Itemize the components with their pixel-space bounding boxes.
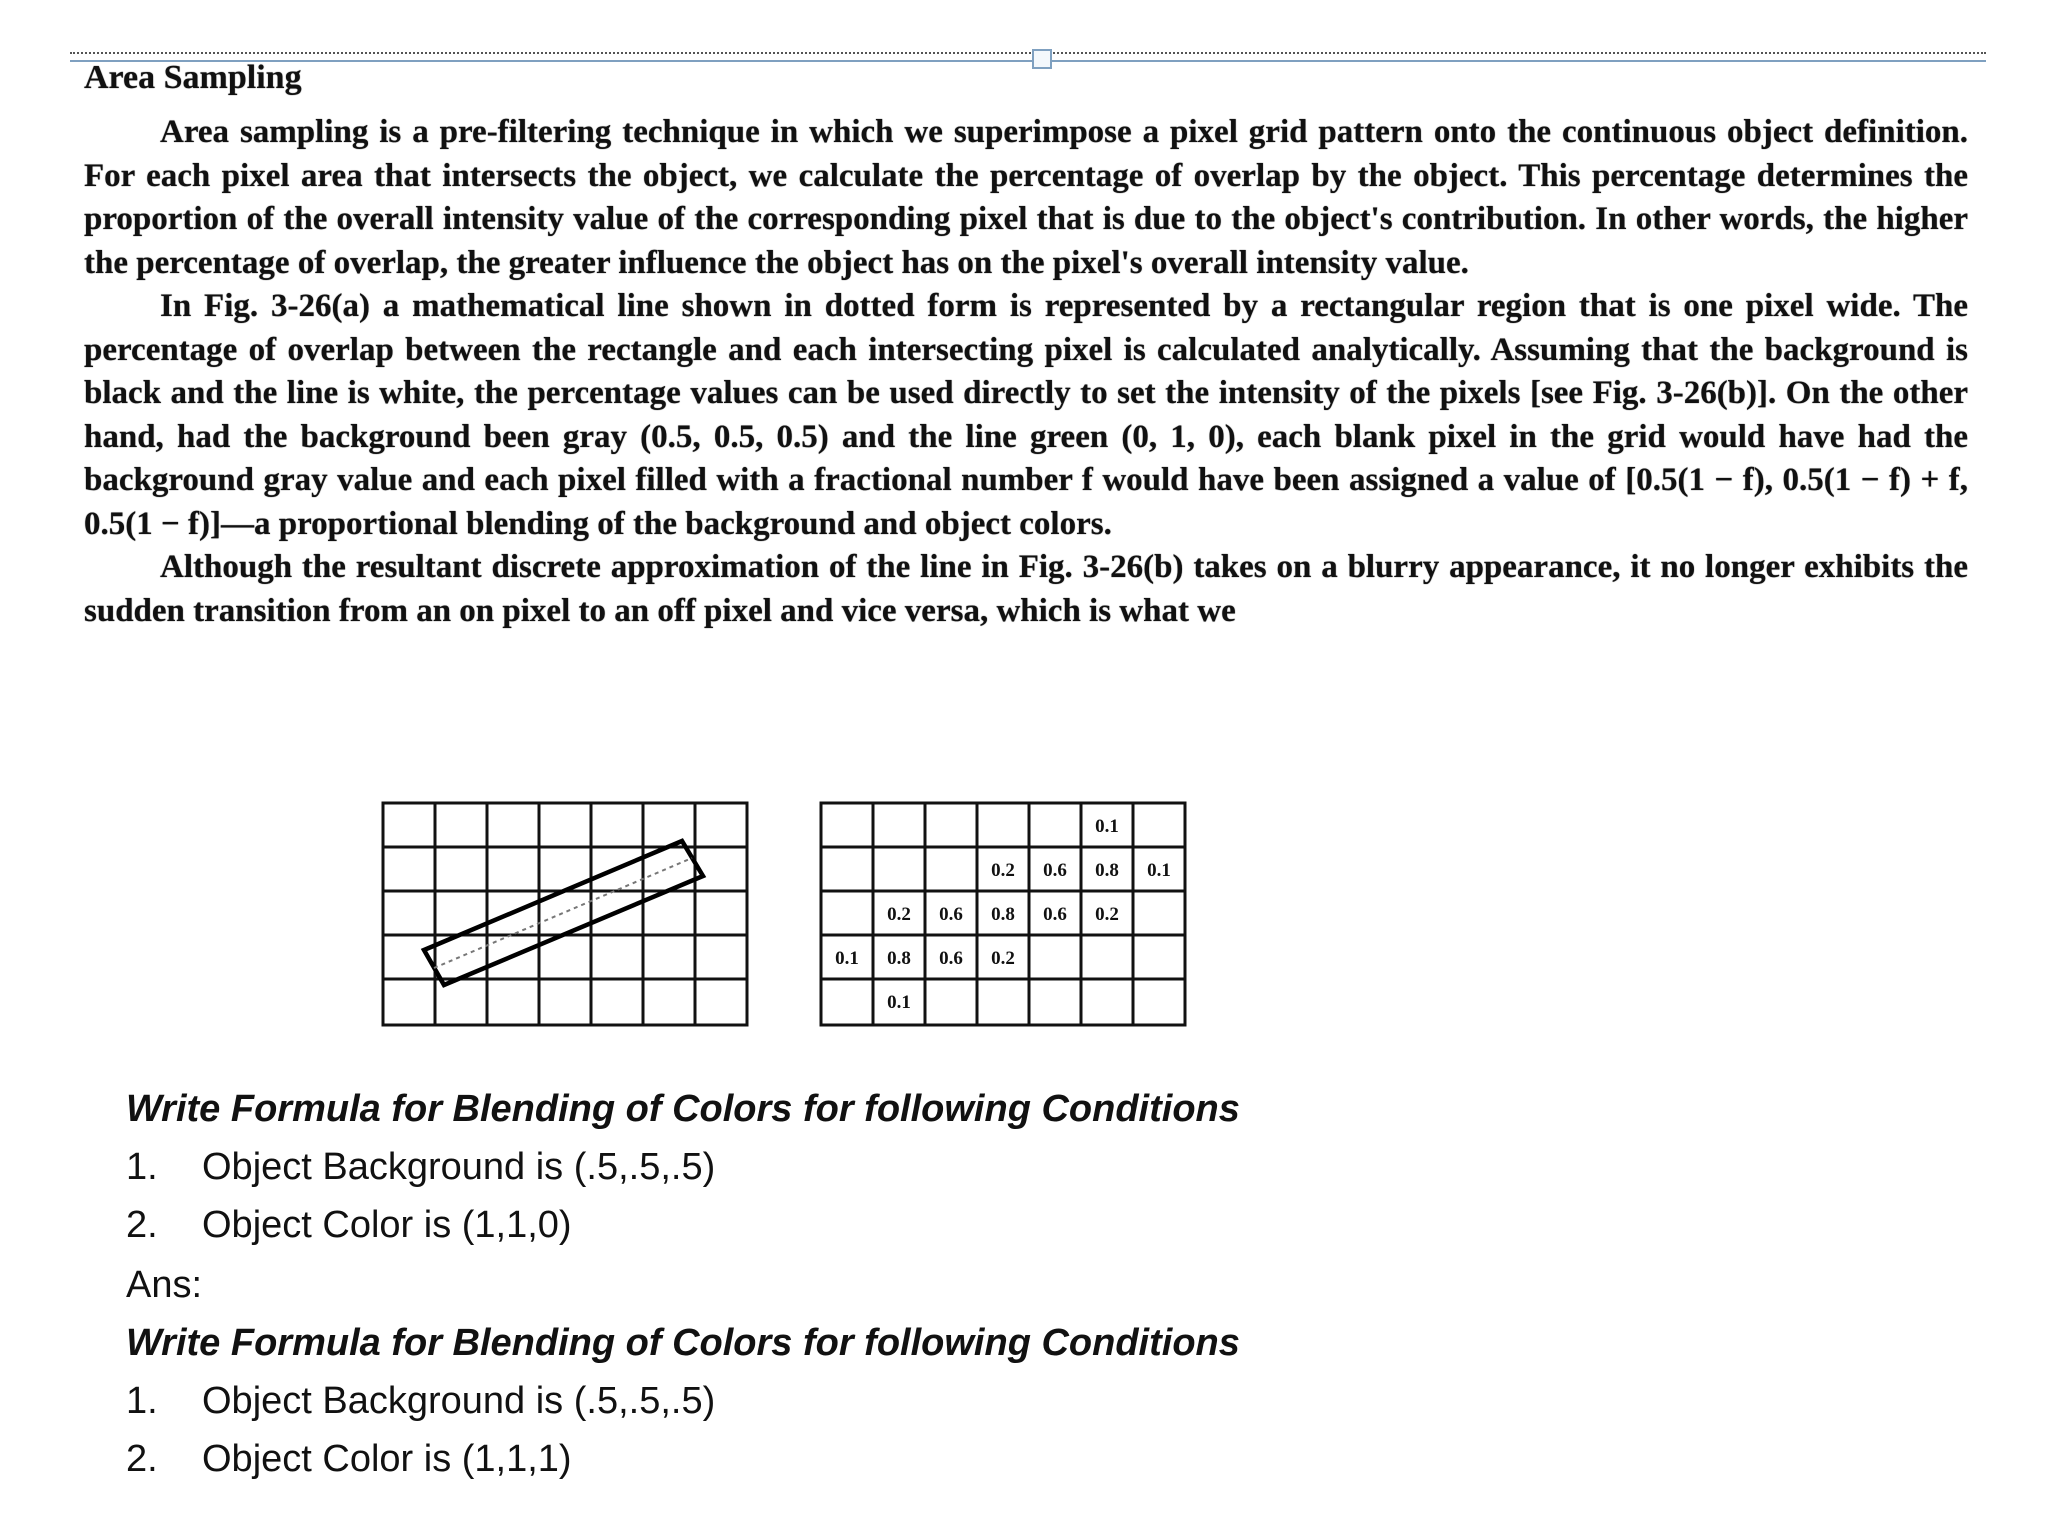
question-2-item-2 bbox=[126, 1436, 1926, 1494]
paragraph-2: In Fig. 3-26(a) a mathematical line shown in dotted form is represented by a rectangular region that is one pixel wide. The percentage of overlap between the rectangle and each intersecting pixel is calculated analytically. Assuming that the background is black and the line is white, the percentage values can be used directly to set the intensity of the pixels [see Fig. 3-26(b)]. On the other hand, had the background been gray (0.5, 0.5, 0.5) and the line green (0, 1, 0), each blank pixel in the grid would have had the background gray value and each pixel filled with a fractional number f would have been assigned a value of [0.5(1 − f), 0.5(1 − f) + f, 0.5(1 − f)]—a proportional blending of the background and object colors. bbox=[84, 288, 1968, 542]
grid-cell-value: 0.8 bbox=[991, 904, 1015, 925]
grid-cell-value: 0.6 bbox=[939, 948, 963, 969]
question-1-item-2 bbox=[126, 1202, 1926, 1260]
question-2 bbox=[126, 1320, 1926, 1494]
paragraph-3: Although the resultant discrete approximation of the line in Fig. 3-26(b) takes on a blurry appearance, it no longer exhibits the sudden transition from an on pixel to an off pixel and vice versa, which is what we bbox=[84, 549, 1968, 629]
grid-cell-value: 0.2 bbox=[991, 860, 1015, 881]
question-2-heading: Write Formula for Blending of Colors for following Conditions bbox=[126, 1322, 1240, 1364]
item-number: 2. bbox=[126, 1438, 158, 1480]
grid-cell-value: 0.1 bbox=[835, 948, 859, 969]
answer-label: Ans: bbox=[126, 1264, 203, 1306]
grid-cell-value: 0.6 bbox=[1043, 904, 1067, 925]
figure-b-intensity-grid bbox=[818, 800, 1188, 1030]
figure-a-frame bbox=[383, 803, 747, 1025]
item-text: Object Background is (.5,.5,.5) bbox=[202, 1380, 716, 1422]
item-text: Object Background is (.5,.5,.5) bbox=[202, 1146, 716, 1188]
grid-cell-value: 0.8 bbox=[1095, 860, 1119, 881]
grid-cell-value: 0.1 bbox=[887, 992, 911, 1013]
figure-a-line-rectangle-grid bbox=[380, 800, 750, 1030]
grid-cell-value: 0.2 bbox=[887, 904, 911, 925]
grid-cell-value: 0.1 bbox=[1095, 816, 1119, 837]
question-1 bbox=[126, 1086, 1926, 1308]
dotted-mathematical-line bbox=[434, 858, 692, 968]
section-title: Area Sampling bbox=[84, 59, 302, 96]
item-text: Object Color is (1,1,0) bbox=[202, 1204, 572, 1246]
item-number: 1. bbox=[126, 1146, 158, 1188]
item-text: Object Color is (1,1,1) bbox=[202, 1438, 572, 1480]
item-number: 1. bbox=[126, 1380, 158, 1422]
scanned-excerpt bbox=[84, 58, 1968, 633]
line-rectangle bbox=[424, 841, 703, 985]
question-1-heading: Write Formula for Blending of Colors for following Conditions bbox=[126, 1088, 1240, 1130]
grid-cell-value: 0.2 bbox=[991, 948, 1015, 969]
grid-cell-value: 0.1 bbox=[1147, 860, 1171, 881]
grid-cell-value: 0.6 bbox=[1043, 860, 1067, 881]
question-2-item-1 bbox=[126, 1378, 1926, 1436]
figure-a-svg bbox=[380, 800, 750, 1030]
grid-cell-value: 0.2 bbox=[1095, 904, 1119, 925]
item-number: 2. bbox=[126, 1204, 158, 1246]
grid-cell-value: 0.8 bbox=[887, 948, 911, 969]
paragraph-1: Area sampling is a pre-filtering technique in which we superimpose a pixel grid pattern onto the continuous object definition. For each pixel area that intersects the object, we calculate the percentage of overlap by the object. This percentage determines the proportion of the overall intensity value of the corresponding pixel that is due to the object's contribution. In other words, the higher the percentage of overlap, the greater influence the object has on the pixel's overall intensity value. bbox=[84, 114, 1968, 281]
figure-b-svg bbox=[818, 800, 1188, 1030]
question-1-item-1 bbox=[126, 1144, 1926, 1202]
grid-cell-value: 0.6 bbox=[939, 904, 963, 925]
